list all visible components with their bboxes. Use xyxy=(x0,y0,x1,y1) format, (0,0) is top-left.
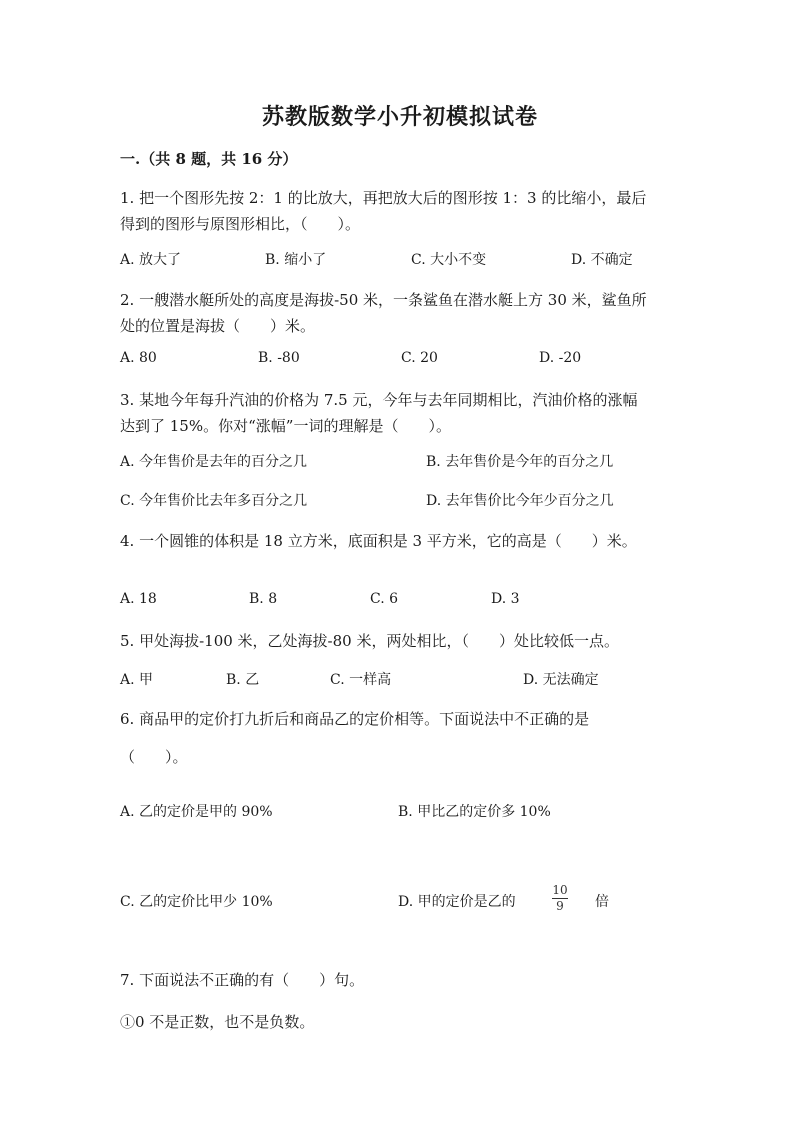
question-3-option-b: B. 去年售价是今年的百分之几 xyxy=(426,454,614,470)
question-4-option-a: A. 18 xyxy=(120,591,157,607)
question-2-option-a: A. 80 xyxy=(120,350,157,366)
fraction-ten-ninths xyxy=(552,884,568,913)
question-4-option-d: D. 3 xyxy=(491,591,520,607)
question-1-option-b: B. 缩小了 xyxy=(265,252,327,268)
question-1-line-1: 1. 把一个图形先按 2：1 的比放大，再把放大后的图形按 1：3 的比缩小，最后 xyxy=(120,189,647,207)
question-7-line-2: ①0 不是正数，也不是负数。 xyxy=(120,1013,315,1031)
question-5-option-d: D. 无法确定 xyxy=(523,672,599,688)
question-6-option-a: A. 乙的定价是甲的 90% xyxy=(120,804,273,820)
question-6-option-b: B. 甲比乙的定价多 10% xyxy=(398,804,551,820)
question-2-option-c: C. 20 xyxy=(401,350,438,366)
question-5-option-c: C. 一样高 xyxy=(330,672,392,688)
question-2-option-b: B. -80 xyxy=(258,350,300,366)
question-6-option-d: D. 甲的定价是乙的 xyxy=(398,894,516,910)
question-3-option-d: D. 去年售价比今年少百分之几 xyxy=(426,493,614,509)
page-title: 苏教版数学小升初模拟试卷 xyxy=(261,104,538,130)
question-5-option-b: B. 乙 xyxy=(226,672,260,688)
question-1-option-c: C. 大小不变 xyxy=(411,252,487,268)
question-6-line-2: （ ）。 xyxy=(120,748,188,766)
question-5-line-1: 5. 甲处海拔-100 米，乙处海拔-80 米，两处相比，（ ）处比较低一点。 xyxy=(120,632,619,650)
question-4-option-b: B. 8 xyxy=(249,591,278,607)
question-6-line-1: 6. 商品甲的定价打九折后和商品乙的定价相等。下面说法中不正确的是 xyxy=(120,710,590,728)
question-2-option-d: D. -20 xyxy=(539,350,582,366)
question-2-line-2: 处的位置是海拔（ ）米。 xyxy=(120,317,316,335)
question-3-line-1: 3. 某地今年每升汽油的价格为 7.5 元，今年与去年同期相比，汽油价格的涨幅 xyxy=(120,391,638,409)
question-4-option-c: C. 6 xyxy=(370,591,399,607)
section-heading: 一.（共 8 题，共 16 分） xyxy=(120,150,298,168)
question-4-line-1: 4. 一个圆锥的体积是 18 立方米，底面积是 3 平方米，它的高是（ ）米。 xyxy=(120,532,637,550)
question-3-option-a: A. 今年售价是去年的百分之几 xyxy=(120,454,308,470)
question-6-option-c: C. 乙的定价比甲少 10% xyxy=(120,894,273,910)
fraction-denominator: 9 xyxy=(556,899,564,913)
fraction-numerator: 10 xyxy=(552,883,568,897)
question-1-option-a: A. 放大了 xyxy=(120,252,182,268)
question-3-option-c: C. 今年售价比去年多百分之几 xyxy=(120,493,308,509)
question-6-option-d-suffix: 倍 xyxy=(595,894,609,910)
question-7-line-1: 7. 下面说法不正确的有（ ）句。 xyxy=(120,971,365,989)
question-1-line-2: 得到的图形与原图形相比，（ ）。 xyxy=(120,215,361,233)
question-3-line-2: 达到了 15%。你对“涨幅”一词的理解是（ ）。 xyxy=(120,417,451,435)
question-2-line-1: 2. 一艘潜水艇所处的高度是海拔-50 米，一条鲨鱼在潜水艇上方 30 米，鲨鱼所 xyxy=(120,291,647,309)
question-1-option-d: D. 不确定 xyxy=(571,252,633,268)
question-5-option-a: A. 甲 xyxy=(120,672,154,688)
